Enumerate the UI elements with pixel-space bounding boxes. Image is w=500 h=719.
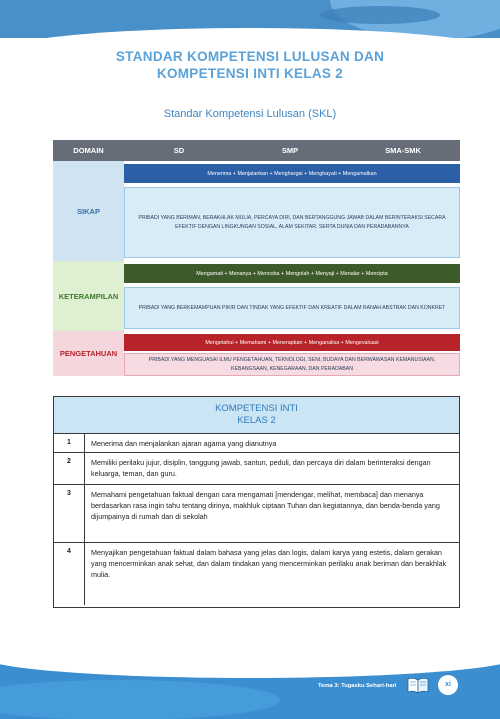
- domain-keterampilan: KETERAMPILAN: [53, 261, 124, 331]
- ki-table-header: [54, 397, 459, 434]
- ki-row-3: [54, 485, 459, 543]
- header-sma-smk: SMA-SMK: [385, 146, 421, 155]
- process-bar-keterampilan: Mengamati + Menanya + Mencoba + Mengolah + Menyaji + Menalar + Mencipta: [124, 264, 460, 283]
- page-title: [0, 48, 500, 82]
- header-domain: DOMAIN: [73, 146, 104, 155]
- skl-cells: [124, 331, 460, 376]
- footer-wave: [0, 680, 280, 719]
- ki-table: [53, 396, 460, 608]
- footer-theme: Tema 3: Tugasku Sehari-hari: [318, 683, 397, 689]
- skl-cells: [124, 161, 460, 261]
- ki-text: Menerima dan menjalankan ajaran agama yang dianutnya: [91, 439, 277, 448]
- book-icon: [407, 676, 429, 694]
- description-keterampilan: PRIBADI YANG BERKEMAMPUAN PIKIR DAN TINDAK YANG EFEKTIF DAN KREATIF DALAM RANAH ABSTRAK DAN KONKRET: [124, 287, 460, 329]
- ki-text: Menyajikan pengetahuan faktual dalam bahasa yang jelas dan logis, dalam karya yang estetis, dalam gerakan yang mencerminkan anak sehat, dan dalam tindakan yang mencerminkan perilaku anak beriman dan berakhlak mulia.: [91, 548, 447, 579]
- ki-class: KELAS 2: [237, 415, 276, 426]
- ki-number: 4: [54, 543, 85, 605]
- ki-number: 2: [54, 453, 85, 484]
- ki-row-1: [54, 434, 459, 453]
- header-sd: SD: [173, 146, 185, 155]
- page-title-line2: KOMPETENSI INTI KELAS 2: [156, 66, 344, 81]
- skl-table-header: [53, 140, 460, 161]
- ki-number: 1: [54, 434, 85, 452]
- header-smp: SMP: [281, 146, 299, 155]
- ki-row-2: [54, 453, 459, 485]
- ki-text: Memiliki perilaku jujur, disiplin, tanggung jawab, santun, peduli, dan percaya diri dalam berinteraksi dengan keluarga, teman, dan guru.: [91, 458, 431, 478]
- process-bar-pengetahuan: Mengetahui + Memahami + Menerapkan + Menganalisa + Mengevaluasi: [124, 334, 460, 351]
- page-number: xi: [438, 675, 458, 695]
- description-sikap: PRIBADI YANG BERIMAN, BERAKHLAK MULIA, PERCAYA DIRI, DAN BERTANGGUNG JAWAB DALAM BERINTERAKSI SECARA EFEKTIF DENGAN LINGKUNGAN SOSIAL, ALAM SEKITAR, SERTA DUNIA DAN PERADABANNYA: [124, 187, 460, 258]
- ki-number: 3: [54, 485, 85, 542]
- ki-title: KOMPETENSI INTI: [215, 403, 298, 414]
- skl-row-keterampilan: [53, 261, 460, 331]
- header-wave: [320, 6, 440, 24]
- skl-row-pengetahuan: [53, 331, 460, 376]
- process-bar-sikap: Menerima + Menjalankan + Menghargai + Menghayati + Mengamalkan: [124, 164, 460, 183]
- description-pengetahuan: PRIBADI YANG MENGUASAI ILMU PENGETAHUAN, TEKNOLOGI, SENI, BUDAYA DAN BERWAWASAN KEMANUSIAAN, KEBANGSAAN, KENEGARAAN, DAN PERADABAN: [124, 353, 460, 376]
- skl-cells: [124, 261, 460, 331]
- page-title-line1: STANDAR KOMPETENSI LULUSAN DAN: [115, 49, 385, 64]
- ki-row-4: [54, 543, 459, 605]
- skl-table: [53, 140, 460, 376]
- skl-subtitle: Standar Kompetensi Lulusan (SKL): [163, 108, 337, 120]
- domain-sikap: SIKAP: [53, 161, 124, 261]
- skl-row-sikap: [53, 161, 460, 261]
- domain-pengetahuan: PENGETAHUAN: [53, 331, 124, 376]
- ki-text: Memahami pengetahuan faktual dengan cara mengamati [mendengar, melihat, membaca] dan menanya berdasarkan rasa ingin tahu tentang dirinya, makhluk ciptaan Tuhan dan kegiatannya, dan benda-benda yang dijumpainya di rumah dan di sekolah: [91, 490, 440, 521]
